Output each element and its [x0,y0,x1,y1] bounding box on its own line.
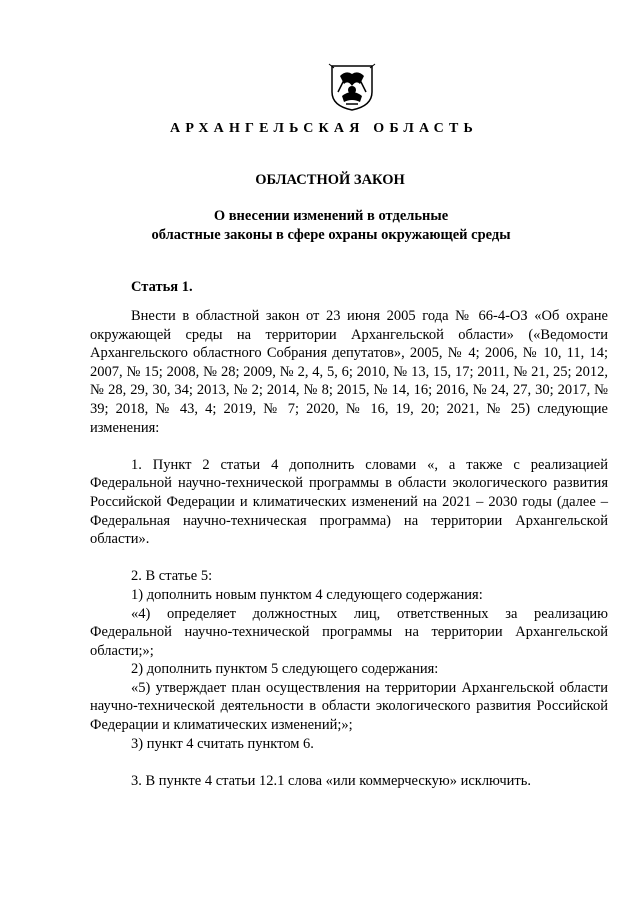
article-intro: Внести в областной закон от 23 июня 2005 года № 66-4-ОЗ «Об охране окружающей среды на территории Архангельской области» («Ведомости Архангельского областного Собрания депутатов», 2005, № 4; 2006, № 10, 11, 14; 2007, № 15; 2008, № 28; 2009, № 2, 4, 5, 6; 2010, № 13, 15, 17; 2011, № 21, 25; 2012, № 28, 29, 30, 34; 2013, № 2; 2014, № 8; 2015, № 14, 16; 2016, № 24, 27, 30; 2017, № 39; 2018, № 43, 4; 2019, № 7; 2020, № 16, 19, 20; 2021, № 25) следующие изменения: [90,308,608,436]
article-body [90,307,608,790]
document-title-line: О внесении изменений в отдельные [213,208,449,224]
amendment-subitem: 3) пункт 4 считать пунктом 6. [131,735,314,752]
amendment-item-2-heading: 2. В статье 5: [131,568,213,585]
region-name: АРХАНГЕЛЬСКАЯ ОБЛАСТЬ [170,121,478,136]
article-heading: Статья 1. [131,279,193,295]
paragraph-gap [90,753,608,772]
document-type: ОБЛАСТНОЙ ЗАКОН [255,172,405,188]
amendment-subitem: 2) дополнить пунктом 5 следующего содержания: [131,661,439,678]
document-title-line: областные законы в сфере охраны окружающей среды [151,227,511,243]
coat-of-arms-icon [326,62,378,112]
amendment-item-3: 3. В пункте 4 статьи 12.1 слова «или коммерческую» исключить. [131,772,531,789]
paragraph-gap [90,437,608,456]
document-title [0,207,640,245]
paragraph-gap [90,549,608,568]
amendment-subitem-text: «5) утверждает план осуществления на территории Архангельской области научно-технической деятельности в области экологического развития Российской Федерации и климатических изменений;»; [90,679,608,734]
amendment-subitem-text: «4) определяет должностных лиц, ответственных за реализацию Федеральной научно-технической программы на территории Архангельской области;»; [90,605,608,659]
amendment-item-1: 1. Пункт 2 статьи 4 дополнить словами «, а также с реализацией Федеральной научно-технической программы в области экологического развития Российской Федерации и климатических изменений на 2021 – 2030 годы (далее – Федеральная научно-техническая программа) на территории Архангельской области». [90,456,608,548]
amendment-subitem: 1) дополнить новым пунктом 4 следующего содержания: [131,586,483,603]
